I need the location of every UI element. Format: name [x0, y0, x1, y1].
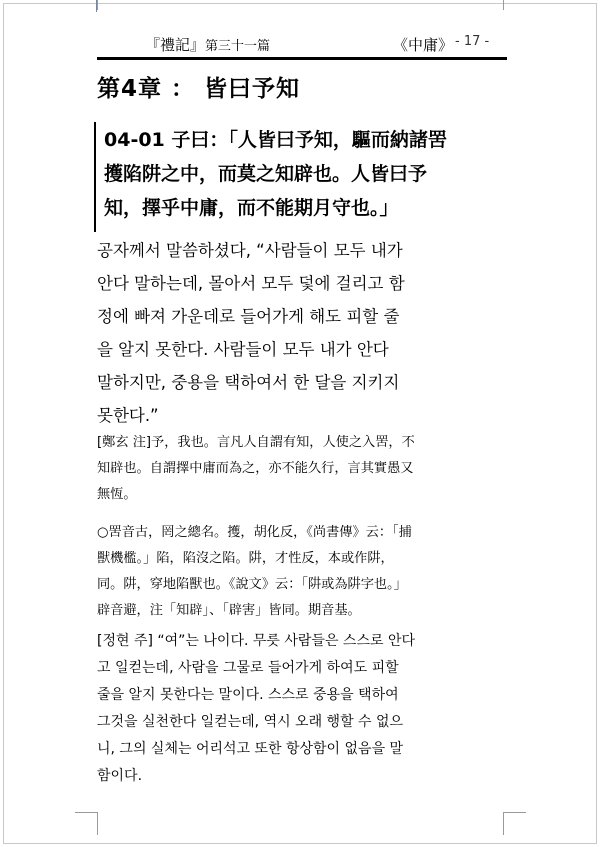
commentary-line: 知辟也。自謂擇中庸而為之，亦不能久行，言其實愚又	[97, 461, 414, 476]
commentary-line: 함이다.	[97, 768, 143, 784]
crop-mark-bottom-left	[75, 812, 98, 835]
korean-translation	[97, 234, 507, 432]
translation-line: 정에 빠져 가운데로 들어가게 해도 피할 줄	[97, 307, 400, 326]
verse-line: 擭陷阱之中，而莫之知辟也。人皆曰予	[104, 163, 428, 185]
commentary-line: 줄을 알지 못한다는 말이다. 스스로 중용을 택하여	[97, 687, 399, 703]
crop-mark-bottom-right	[503, 812, 526, 835]
crop-mark-top-right	[503, 0, 526, 10]
header-rule	[97, 57, 507, 60]
commentary-line: 니, 그의 실체는 어리석고 또한 항상함이 없음을 말	[97, 741, 404, 757]
chapter-title: 第4章 ： 皆曰予知	[97, 76, 301, 102]
commentary-line: [정현 주] “여”는 나이다. 무릇 사람들은 스스로 안다	[97, 633, 415, 649]
page-number: - 17 -	[455, 34, 490, 49]
commentary-line: 그것을 실천한다 일컫는데, 역시 오래 행할 수 없으	[97, 714, 404, 730]
commentary-line: 同。阱，穿地陷獸也。《說文》云：「阱或為阱字也。」	[97, 577, 407, 592]
commentary-line: 辟音避，注「知辟」、「辟害」皆同。期音基。	[97, 603, 361, 618]
verse-line: 04-01 子曰：「人皆曰予知，驅而納諸罟	[104, 129, 447, 151]
phonetic-commentary	[97, 520, 507, 624]
translation-line: 공자께서 말씀하셨다, “사람들이 모두 내가	[97, 241, 403, 260]
commentary-line: 獸機檻。」陷，陷沒之陷。阱，才性反，本或作阱，	[97, 551, 394, 566]
translation-line: 말하지만, 중용을 택하여서 한 달을 지키지	[97, 373, 400, 392]
translation-line: 못한다.”	[97, 406, 159, 425]
header-section: 《中庸》	[393, 36, 454, 54]
commentary-line: [鄭玄 注]予，我也。言凡人自謂有知，人使之入罟，不	[97, 435, 415, 450]
crop-mark-top-left	[75, 0, 98, 10]
zheng-xuan-commentary	[97, 430, 507, 508]
header-book	[145, 34, 270, 55]
translation-line: 을 알지 못한다. 사람들이 모두 내가 안다	[97, 340, 389, 359]
verse-text	[104, 123, 506, 225]
commentary-line: 無恆。	[97, 487, 137, 502]
commentary-line: ○罟音古，罔之總名。擭，胡化反，《尚書傳》云：「捕	[97, 525, 412, 540]
header-chapter-num: 第三十一篇	[205, 39, 271, 54]
header-book-title: 『禮記』	[145, 36, 206, 54]
korean-commentary	[97, 628, 507, 790]
verse-line: 知，擇乎中庸，而不能期月守也。」	[104, 197, 399, 219]
running-header	[97, 34, 507, 56]
translation-line: 안다 말하는데, 몰아서 모두 덫에 걸리고 함	[97, 274, 405, 293]
commentary-line: 고 일컫는데, 사람을 그물로 들어가게 하여도 피할	[97, 660, 399, 676]
